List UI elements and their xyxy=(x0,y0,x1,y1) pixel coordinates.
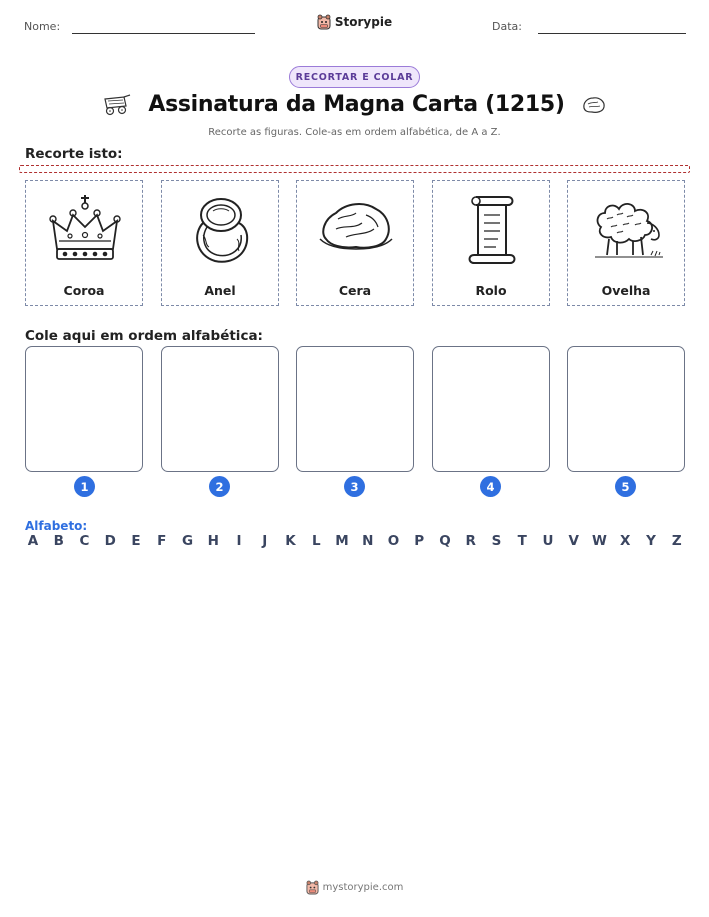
alphabet-letter: N xyxy=(362,533,374,549)
slot-number-badge: 3 xyxy=(344,476,365,497)
footer-url: mystorypie.com xyxy=(322,882,404,893)
storypie-mascot-icon xyxy=(306,880,319,895)
title-row xyxy=(0,92,709,117)
alphabet-letter: T xyxy=(517,533,527,549)
alphabet-letter: M xyxy=(335,533,349,549)
alphabet-letter: W xyxy=(592,533,607,549)
footer xyxy=(0,880,709,895)
alphabet-letter: R xyxy=(465,533,476,549)
alphabet-letter: H xyxy=(207,533,219,549)
brand-name: Storypie xyxy=(334,15,393,29)
page-title: Assinatura da Magna Carta (1215) xyxy=(148,92,565,117)
sheep-icon xyxy=(587,189,667,269)
slot-number-badge: 1 xyxy=(74,476,95,497)
cut-card-crown[interactable] xyxy=(25,180,143,306)
paste-section-label: Cole aqui em ordem alfabética: xyxy=(25,328,263,344)
cut-line xyxy=(19,165,690,173)
card-label: Ovelha xyxy=(601,283,651,298)
instructions: Recorte as figuras. Cole-as em ordem alfabética, de A a Z. xyxy=(208,127,501,138)
alphabet-letter: U xyxy=(542,533,554,549)
alphabet-letter: I xyxy=(236,533,242,549)
paste-slot-3[interactable] xyxy=(296,346,414,472)
card-label: Anel xyxy=(204,283,236,298)
slot-number-badge: 5 xyxy=(615,476,636,497)
alphabet-letter: X xyxy=(620,533,631,549)
scroll-icon xyxy=(452,189,532,269)
date-label: Data: xyxy=(492,20,522,33)
alphabet-letter: A xyxy=(27,533,39,549)
slot-number-badge: 4 xyxy=(480,476,501,497)
brand-logo xyxy=(0,14,709,30)
cart-icon xyxy=(102,94,132,116)
storypie-mascot-icon xyxy=(317,14,331,30)
alphabet-title: Alfabeto: xyxy=(25,519,88,533)
alphabet-letter: G xyxy=(181,533,194,549)
alphabet-row xyxy=(25,533,685,549)
alphabet-letter: Z xyxy=(671,533,682,549)
card-label: Cera xyxy=(338,283,372,298)
slot-number-badge: 2 xyxy=(209,476,230,497)
card-label: Coroa xyxy=(63,283,105,298)
wax-icon xyxy=(316,189,396,269)
wax-lump-icon xyxy=(581,95,607,115)
alphabet-letter: C xyxy=(79,533,90,549)
alphabet-letter: J xyxy=(262,533,268,549)
cut-card-wax[interactable] xyxy=(296,180,414,306)
alphabet-letter: P xyxy=(414,533,425,549)
alphabet-letter: Y xyxy=(646,533,656,549)
name-label: Nome: xyxy=(24,20,61,33)
activity-type-badge: RECORTAR E COLAR xyxy=(289,66,420,88)
alphabet-letter: O xyxy=(387,533,400,549)
card-label: Rolo xyxy=(475,283,507,298)
date-line[interactable] xyxy=(538,33,686,34)
alphabet-letter: K xyxy=(285,533,296,549)
paste-slot-4[interactable] xyxy=(432,346,550,472)
crown-icon xyxy=(45,189,125,269)
alphabet-letter: D xyxy=(104,533,116,549)
cut-card-sheep[interactable] xyxy=(567,180,685,306)
alphabet-letter: Q xyxy=(439,533,451,549)
cut-section-label: Recorte isto: xyxy=(25,146,123,162)
paste-slot-1[interactable] xyxy=(25,346,143,472)
alphabet-letter: L xyxy=(311,533,321,549)
name-line[interactable] xyxy=(72,33,255,34)
alphabet-letter: S xyxy=(491,533,502,549)
alphabet-letter: F xyxy=(157,533,167,549)
alphabet-letter: E xyxy=(131,533,141,549)
cut-card-ring[interactable] xyxy=(161,180,279,306)
alphabet-letter: B xyxy=(53,533,64,549)
cut-card-scroll[interactable] xyxy=(432,180,550,306)
paste-slot-2[interactable] xyxy=(161,346,279,472)
alphabet-letter: V xyxy=(568,533,579,549)
paste-slot-5[interactable] xyxy=(567,346,685,472)
ring-icon xyxy=(181,189,261,269)
